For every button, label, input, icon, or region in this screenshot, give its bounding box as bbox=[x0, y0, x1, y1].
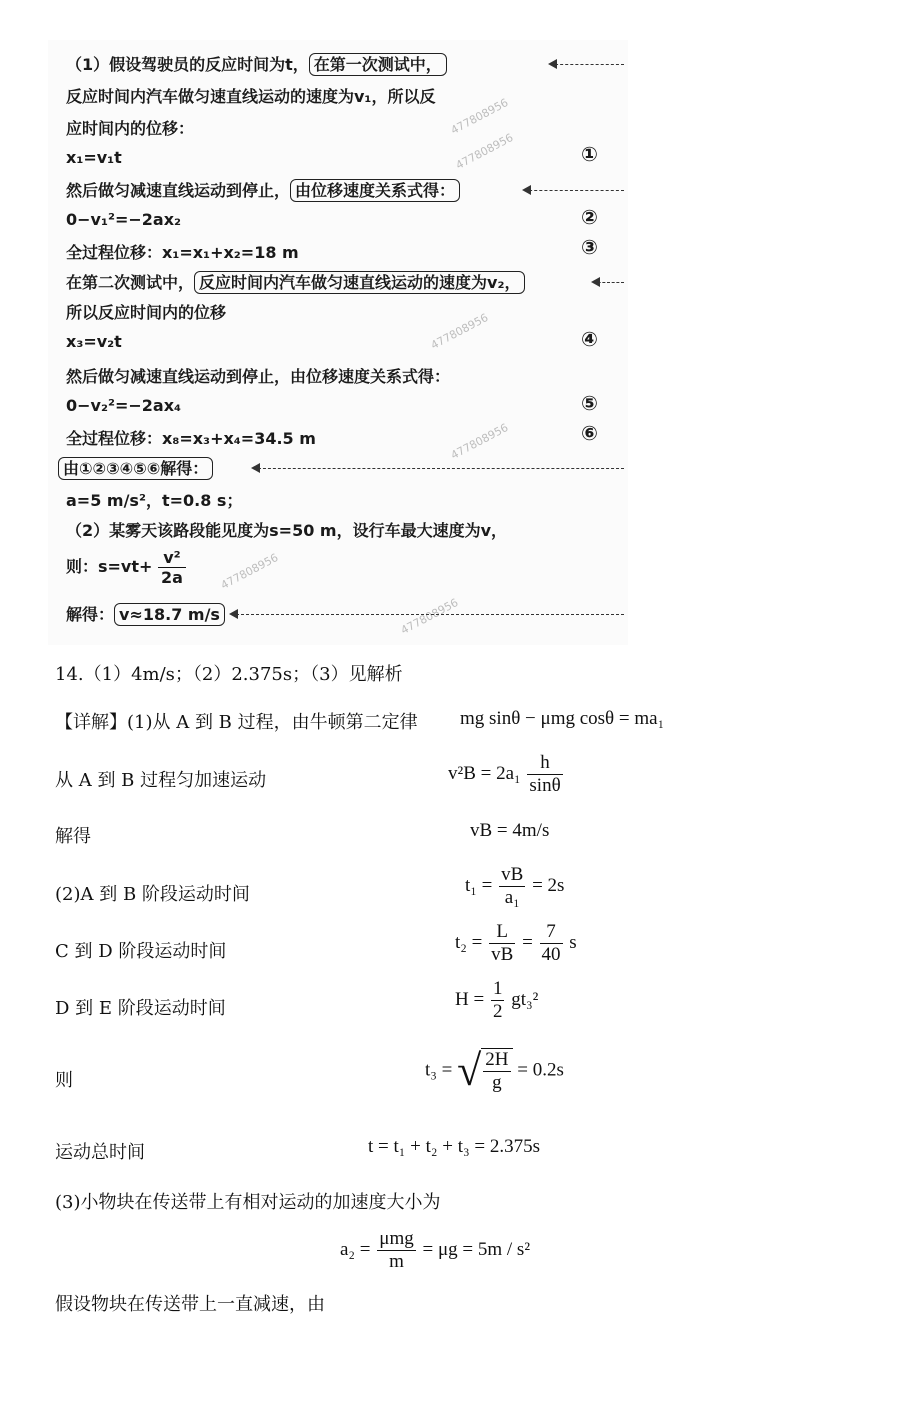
highlight-box: 由位移速度关系式得： bbox=[290, 179, 460, 202]
equation: H = $\frac{1}{2}$ gt₃² bbox=[455, 978, 539, 1022]
scan-line-17: 则：s=vt+ $\frac{\text{v²}}{2a}$ bbox=[66, 548, 186, 587]
step-text: C 到 D 阶段运动时间 bbox=[55, 941, 227, 962]
step-text: 运动总时间 bbox=[55, 1142, 145, 1163]
equation: mg sinθ − μmg cosθ = ma₁ bbox=[460, 708, 665, 729]
equation: t₁ = $\frac{vB}{\text{a₁}}$ = 2s bbox=[465, 864, 565, 908]
scan-line-16: （2）某雾天该路段能见度为s=50 m，设行车最大速度为v， bbox=[66, 521, 508, 540]
watermark: 477808956 bbox=[448, 420, 511, 463]
step-text: 假设物块在传送带上一直减速，由 bbox=[55, 1294, 325, 1315]
pointer-arrow bbox=[524, 190, 624, 191]
equation-number: ⑥ bbox=[581, 421, 598, 445]
scan-line-3: 应时间内的位移： bbox=[66, 119, 195, 138]
equation: t = t₁ + t₂ + t₃ = 2.375s bbox=[368, 1136, 540, 1157]
scan-line-1: （1）假设驾驶员的反应时间为t， 在第一次测试中， bbox=[66, 52, 447, 75]
watermark: 477808956 bbox=[448, 95, 511, 138]
equation: vB = 4m/s bbox=[470, 820, 550, 841]
fraction: $\frac{7}{40}$ bbox=[541, 921, 561, 965]
step-text: 解得 bbox=[55, 826, 91, 847]
equation-number: ③ bbox=[581, 235, 598, 259]
scan-line-13: 全过程位移：x₈=x₃+x₄=34.5 m bbox=[66, 429, 316, 448]
highlight-box: 反应时间内汽车做匀速直线运动的速度为v₂， bbox=[194, 271, 525, 294]
fraction: μmg m bbox=[379, 1228, 414, 1272]
equation-number: ② bbox=[581, 205, 598, 229]
step-text: (2)A 到 B 阶段运动时间 bbox=[55, 884, 250, 905]
equation: a₂ = μmg m = μg = 5m / s² bbox=[340, 1228, 531, 1272]
fraction: $\frac{h}{\sin\theta}$ bbox=[529, 752, 561, 796]
scan-line-18: 解得： v≈18.7 m/s bbox=[66, 602, 225, 625]
step-text: 【详解】(1)从 A 到 B 过程，由牛顿第二定律 bbox=[55, 712, 418, 733]
scan-line-4: x₁=v₁t bbox=[66, 148, 122, 167]
equation: t₃ = √ $\frac{2H}{g}$ = 0.2s bbox=[425, 1046, 564, 1095]
scan-line-6: 0−v₁²=−2ax₂ bbox=[66, 210, 182, 229]
pointer-arrow bbox=[593, 282, 624, 283]
fraction: $\frac{vB}{\text{a₁}}$ bbox=[501, 864, 524, 908]
watermark: 477808956 bbox=[398, 595, 461, 638]
fraction: $\frac{2H}{g}$ bbox=[485, 1049, 509, 1093]
scanned-solution-image bbox=[48, 40, 628, 645]
scan-line-10: x₃=v₂t bbox=[66, 332, 122, 351]
step-text: D 到 E 阶段运动时间 bbox=[55, 998, 226, 1019]
highlight-box: v≈18.7 m/s bbox=[114, 603, 225, 626]
scan-line-5: 然后做匀减速直线运动到停止， 由位移速度关系式得： bbox=[66, 178, 460, 201]
step-text: (3)小物块在传送带上有相对运动的加速度大小为 bbox=[55, 1192, 441, 1213]
fraction: $\frac{L}{vB}$ bbox=[491, 921, 514, 965]
step-text: 从 A 到 B 过程匀加速运动 bbox=[55, 770, 267, 791]
highlight-box: 在第一次测试中， bbox=[309, 53, 447, 76]
pointer-arrow bbox=[253, 468, 624, 469]
pointer-arrow bbox=[231, 614, 624, 615]
highlight-box: 由①②③④⑤⑥解得： bbox=[58, 457, 213, 480]
watermark: 477808956 bbox=[218, 550, 281, 593]
scan-line-8: 在第二次测试中， 反应时间内汽车做匀速直线运动的速度为v₂， bbox=[66, 270, 525, 293]
scan-line-7: 全过程位移：x₁=x₁+x₂=18 m bbox=[66, 243, 299, 262]
equation-number: ① bbox=[581, 142, 598, 166]
scan-line-12: 0−v₂²=−2ax₄ bbox=[66, 396, 182, 415]
scan-line-9: 所以反应时间内的位移 bbox=[66, 303, 227, 322]
watermark: 477808956 bbox=[453, 130, 516, 173]
equation: v²B = 2a₁ $\frac{h}{\sin\theta}$ bbox=[448, 752, 561, 796]
scan-line-11: 然后做匀减速直线运动到停止，由位移速度关系式得： bbox=[66, 367, 451, 386]
equation-number: ⑤ bbox=[581, 391, 598, 415]
equation-number: ④ bbox=[581, 327, 598, 351]
answer-line: 14.（1）4m/s；（2）2.375s；（3）见解析 bbox=[55, 664, 403, 685]
fraction: $\frac{\text{v²}}{2a}$ bbox=[158, 548, 186, 587]
step-text: 则 bbox=[55, 1070, 73, 1091]
scan-line-2: 反应时间内汽车做匀速直线运动的速度为v₁，所以反 bbox=[66, 87, 436, 106]
fraction: $\frac{1}{2}$ bbox=[492, 978, 503, 1022]
equation: t₂ = $\frac{L}{vB}$ = $\frac{7}{40}$ s bbox=[455, 921, 577, 965]
pointer-arrow bbox=[550, 64, 624, 65]
scan-line-14 bbox=[58, 456, 213, 479]
watermark: 477808956 bbox=[428, 310, 491, 353]
square-root: √ $\frac{2H}{g}$ bbox=[457, 1048, 512, 1094]
scan-line-15: a=5 m/s²，t=0.8 s； bbox=[66, 491, 243, 510]
